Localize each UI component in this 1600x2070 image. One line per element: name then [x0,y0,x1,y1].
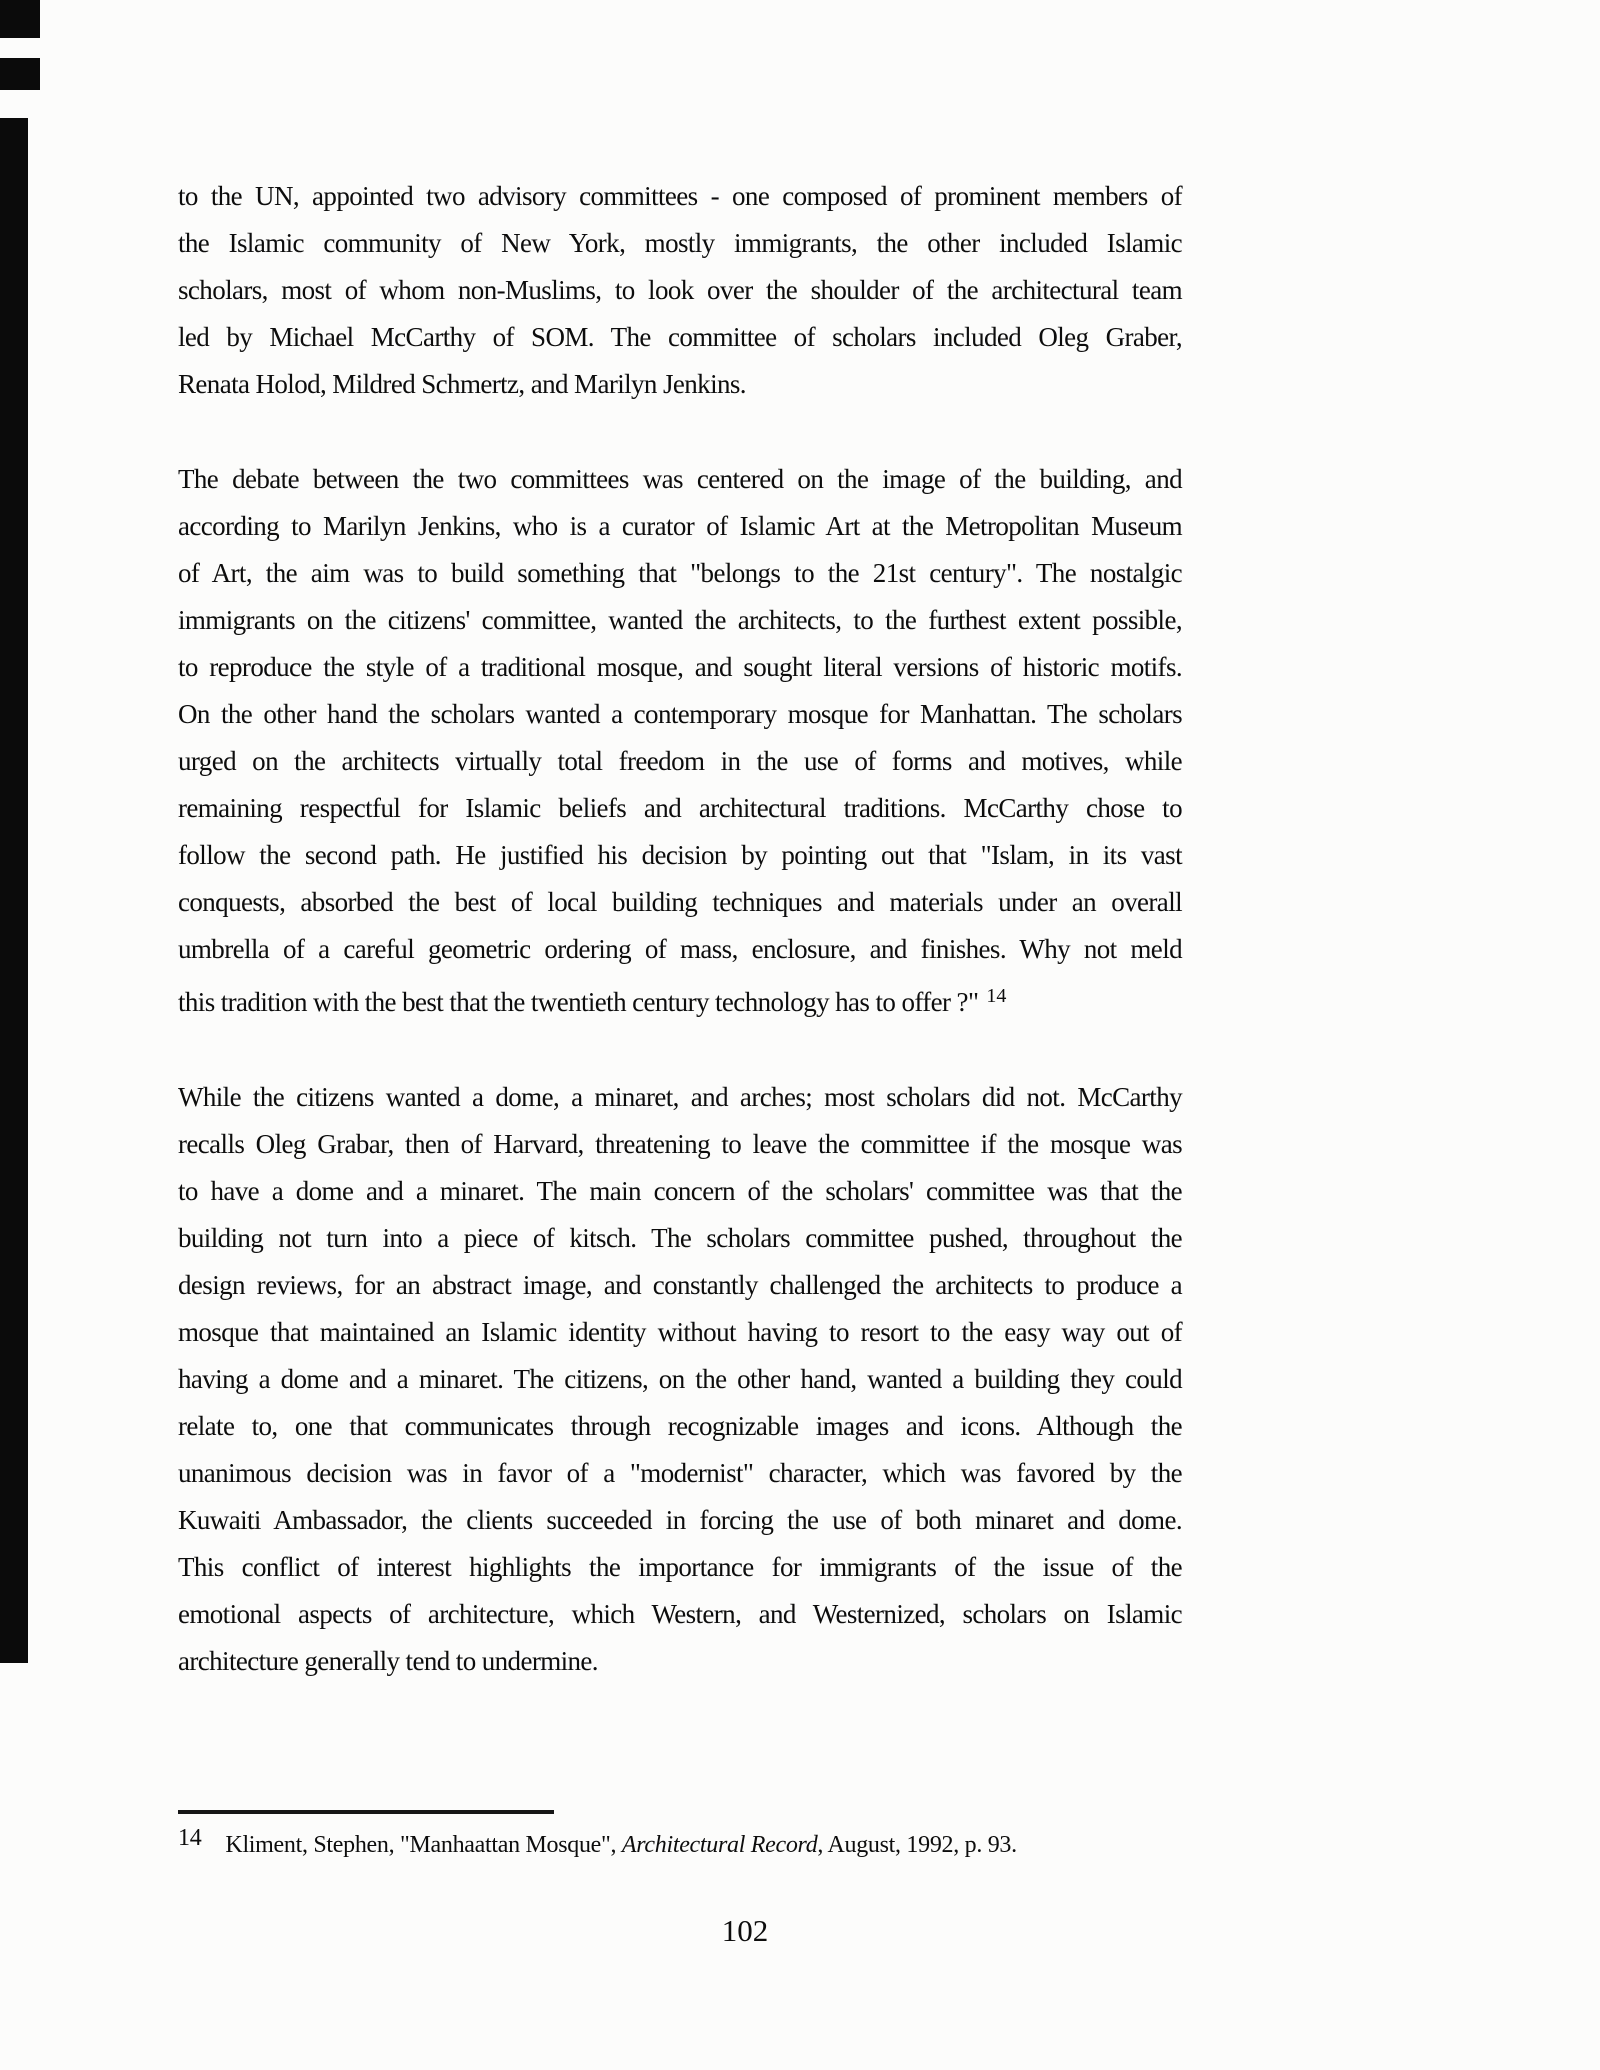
paragraph [178,456,1182,1026]
text-line: recalls Oleg Grabar, then of Harvard, threatening to leave the committee if the mosque was [178,1129,1182,1159]
text-line: immigrants on the citizens' committee, wanted the architects, to the furthest extent possible, [178,605,1182,635]
text-line: scholars, most of whom non-Muslims, to look over the shoulder of the architectural team [178,275,1182,305]
footnote-citation-title: Architectural Record [621,1832,818,1858]
page-number: 102 [721,1913,769,1948]
text-line: Renata Holod, Mildred Schmertz, and Marilyn Jenkins. [178,369,746,399]
text-line: to reproduce the style of a traditional mosque, and sought literal versions of historic motifs. [178,652,1182,682]
text-line: The debate between the two committees was centered on the image of the building, and [178,464,1182,494]
text-line: mosque that maintained an Islamic identity without having to resort to the easy way out of [178,1317,1182,1347]
paragraph [178,173,1182,408]
text-line: to the UN, appointed two advisory committees - one composed of prominent members of [178,181,1182,211]
text-line: unanimous decision was in favor of a "modernist" character, which was favored by the [178,1458,1182,1488]
scan-artifact-strip [0,58,40,90]
text-line: Kuwaiti Ambassador, the clients succeeded in forcing the use of both minaret and dome. [178,1505,1182,1535]
text-line: conquests, absorbed the best of local building techniques and materials under an overall [178,887,1182,917]
paragraph [178,1074,1182,1685]
text-line: this tradition with the best that the twentieth century technology has to offer ?" $^{14}$ [178,985,1007,1017]
footnote [178,1825,1198,1859]
text-line: remaining respectful for Islamic beliefs and architectural traditions. McCarthy chose to [178,793,1182,823]
footnote-reference: 14 [986,985,1007,1007]
text-line: follow the second path. He justified his decision by pointing out that "Islam, in its vast [178,840,1182,870]
text-block [178,173,1182,1685]
text-line: umbrella of a careful geometric ordering of mass, enclosure, and finishes. Why not meld [178,934,1182,964]
scan-artifact-strip [0,118,28,1663]
scan-artifact-strip [0,0,40,38]
text-line: This conflict of interest highlights the importance for immigrants of the issue of the [178,1552,1182,1582]
text-line: the Islamic community of New York, mostly immigrants, the other included Islamic [178,228,1182,258]
footnote-text: Kliment, Stephen, "Manhaattan Mosque", [225,1832,622,1858]
text-line: of Art, the aim was to build something that "belongs to the 21st century". The nostalgic [178,558,1182,588]
footnote-rule [178,1810,554,1814]
footnote-marker: 14 [178,1825,202,1851]
text-line: urged on the architects virtually total freedom in the use of forms and motives, while [178,746,1182,776]
text-line: building not turn into a piece of kitsch. The scholars committee pushed, throughout the [178,1223,1182,1253]
text-line: having a dome and a minaret. The citizens, on the other hand, wanted a building they could [178,1364,1182,1394]
text-line: design reviews, for an abstract image, and constantly challenged the architects to produce a [178,1270,1182,1300]
text-line: emotional aspects of architecture, which Western, and Westernized, scholars on Islamic [178,1599,1182,1629]
footnote-text-tail: , August, 1992, p. 93. [817,1832,1017,1858]
text-line: relate to, one that communicates through recognizable images and icons. Although the [178,1411,1182,1441]
text-line: to have a dome and a minaret. The main concern of the scholars' committee was that the [178,1176,1182,1206]
text-line: according to Marilyn Jenkins, who is a curator of Islamic Art at the Metropolitan Museum [178,511,1182,541]
text-line: led by Michael McCarthy of SOM. The committee of scholars included Oleg Graber, [178,322,1182,352]
text-line: architecture generally tend to undermine. [178,1646,598,1676]
text-line: While the citizens wanted a dome, a minaret, and arches; most scholars did not. McCarthy [178,1082,1182,1112]
text-line: On the other hand the scholars wanted a contemporary mosque for Manhattan. The scholars [178,699,1182,729]
